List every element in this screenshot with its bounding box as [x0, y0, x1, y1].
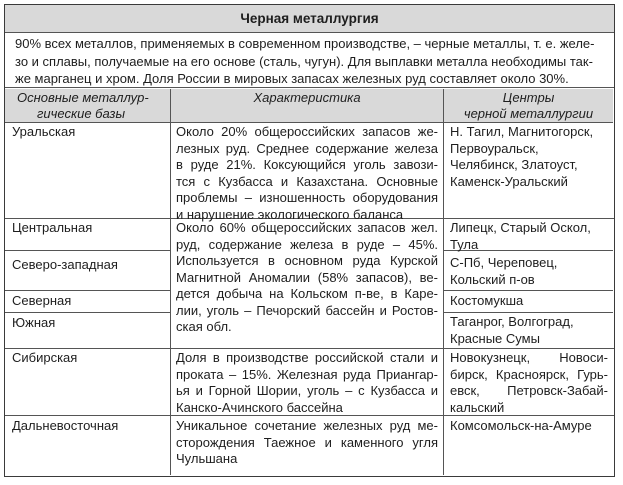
intro-line: 90% всех металлов, применяемых в современном производстве, – черные металлы, т. е. желе- — [15, 36, 595, 51]
grid-line — [444, 312, 613, 313]
centers-cell — [450, 350, 608, 416]
centers-line: кальский — [450, 399, 505, 415]
header-bases — [5, 89, 170, 123]
centers-line: евск, Петровск-Забай- — [450, 383, 608, 398]
base-name — [12, 220, 92, 237]
characteristic-line: и нарушение экологического баланса — [176, 206, 404, 222]
characteristic-cell — [176, 418, 438, 468]
centers-line: С-Пб, Череповец, — [450, 255, 558, 270]
base-name-text: Уральская — [12, 124, 76, 139]
characteristic-line: Уникальное сочетание железных руд ме- — [176, 418, 438, 433]
grid-line — [170, 89, 171, 475]
centers-cell — [450, 124, 593, 190]
grid-line — [5, 250, 170, 251]
characteristic-line: ья и Горной Шории, уголь – с Кузбасса и — [176, 383, 438, 398]
characteristic-line: лезных руд. Среднее содержание железа — [176, 140, 438, 156]
centers-line: Новокузнецк, Новоси- — [450, 350, 608, 365]
characteristic-line: лии, уголь – Печорский бассейн и Ростов- — [176, 302, 438, 318]
centers-line: Тула — [450, 236, 479, 252]
characteristic-line: Доля в производстве российской стали и — [176, 350, 438, 365]
base-name-text: Южная — [12, 315, 56, 330]
centers-cell — [450, 418, 592, 435]
header-line: Центры — [502, 90, 555, 105]
centers-line: Кольский п-ов — [450, 271, 535, 287]
centers-line: Н. Тагил, Магнитогорск, — [450, 124, 594, 139]
header-characteristic — [171, 89, 443, 123]
centers-cell — [450, 293, 523, 310]
centers-line: Костомукша — [450, 293, 524, 308]
characteristic-line: проката – 15%. Железная руда Приангар- — [176, 366, 438, 382]
table-title — [5, 5, 614, 33]
header-line: Характеристика — [253, 90, 361, 105]
characteristic-line: Около 60% общероссийских запасов жел. — [176, 220, 438, 235]
intro-paragraph — [5, 33, 614, 88]
grid-line — [443, 89, 444, 475]
characteristic-line: Около 20% общероссийских запасов же- — [176, 124, 438, 139]
centers-line: Липецк, Старый Оскол, — [450, 220, 591, 235]
centers-line: Челябинск, Златоуст, — [450, 157, 578, 172]
metallurgy-table — [4, 4, 615, 477]
characteristic-line: проблемы – изношенность оборудования — [176, 190, 438, 205]
characteristic-line: ская обл. — [176, 319, 232, 334]
base-name — [12, 257, 118, 274]
base-name — [12, 418, 118, 435]
centers-line: Первоуральск, — [450, 140, 539, 156]
base-name-text: Северо-западная — [12, 257, 118, 272]
centers-line: Комсомольск-на-Амуре — [450, 418, 592, 433]
base-name-text: Северная — [12, 293, 72, 308]
base-name — [12, 124, 75, 141]
base-name — [12, 293, 71, 310]
table-title-text: Черная металлургия — [240, 11, 379, 26]
base-name-text: Дальневосточная — [12, 418, 119, 433]
centers-cell — [450, 314, 574, 347]
header-centers — [444, 89, 613, 123]
characteristic-line: дется добыча на Кольском п-ве, в Каре- — [176, 286, 438, 301]
characteristic-line: Канско-Ачинского бассейна — [176, 399, 343, 415]
characteristic-line: Чульшана — [176, 451, 238, 466]
centers-line: Таганрог, Волгоград, — [450, 314, 574, 329]
characteristic-line: руд, содержание железа в руде – 45%. — [176, 236, 438, 252]
characteristic-line: Используется в основном руда Курской — [176, 253, 438, 268]
grid-line — [5, 348, 614, 349]
base-name — [12, 315, 55, 332]
centers-line: Красные Сумы — [450, 330, 540, 346]
characteristic-line: тся с Кузбасса и Казахстана. Основные — [176, 173, 438, 189]
characteristic-cell — [176, 124, 438, 223]
header-line: Основные металлур- — [17, 90, 149, 105]
centers-line: бирск, Красноярск, Гурь- — [450, 366, 608, 382]
intro-line: зо и сплавы, получаемые на его основе (сталь, чугун). Для выплавки металла необходимы так- — [15, 53, 593, 69]
characteristic-cell-merged — [176, 220, 438, 336]
base-name — [12, 350, 77, 367]
characteristic-line: в руде 21%. Коксующийся уголь завози- — [176, 157, 438, 172]
grid-line — [444, 290, 613, 291]
characteristic-line: сторождения Таежное и каменного угля — [176, 434, 438, 450]
centers-line: Каменск-Уральский — [450, 173, 568, 189]
intro-line: же марганец и хром. Доля России в мировых запасах железных руд составляет около 30%. — [15, 71, 569, 86]
centers-cell — [450, 220, 591, 253]
header-line: гические базы — [37, 106, 126, 121]
base-name-text: Сибирская — [12, 350, 78, 365]
header-line: черной металлургии — [463, 106, 594, 121]
grid-line — [5, 312, 170, 313]
characteristic-cell — [176, 350, 438, 416]
characteristic-line: Магнитной Аномалии (58% запасов), ве- — [176, 269, 438, 285]
grid-line — [5, 290, 170, 291]
centers-cell — [450, 255, 557, 288]
base-name-text: Центральная — [12, 220, 93, 235]
